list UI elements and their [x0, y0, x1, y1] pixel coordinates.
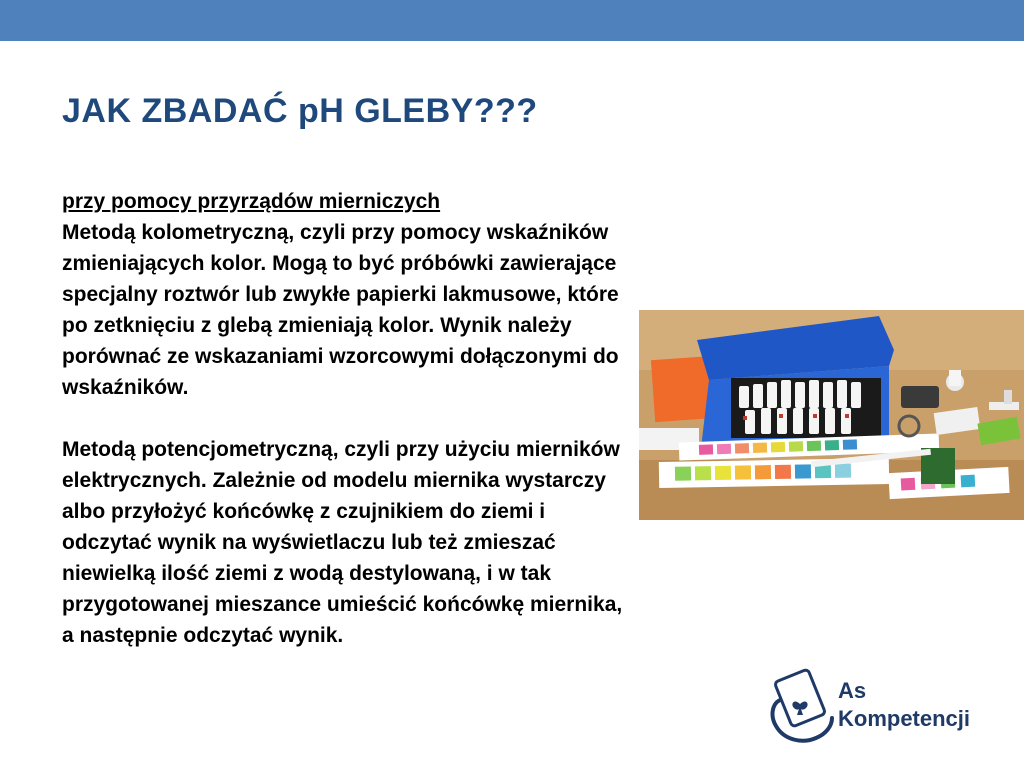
paragraph-colorimetric: Metodą kolometryczną, czyli przy pomocy wskaźników zmieniających kolor. Mogą to być próbówki zawierające specjalny roztwór lub zwykłe papierki lakmusowe, które po zetknięciu z glebą zmieniają kolor. Wynik należy porównać ze wskazaniami wzorcowymi dołączonymi do wskaźników. — [62, 221, 619, 399]
card-spade-icon — [768, 668, 834, 744]
paragraph-potentiometric: Metodą potencjometryczną, czyli przy użyciu mierników elektrycznych. Zależnie od modelu miernika wystarczy albo przyłożyć końcówkę z czujnikiem do ziemi i odczytać wynik na wyświetlaczu lub też zmieszać niewielką ilość ziemi z wodą destylowaną, i w tak przygotowanej mieszance umieścić końcówkę miernika, a następnie odczytać wynik. — [62, 438, 623, 647]
subheading: przy pomocy przyrządów mierniczych — [62, 190, 441, 213]
as-kompetencji-logo — [768, 668, 998, 748]
soil-ph-test-kit-photo — [639, 310, 1024, 520]
top-accent-bar — [0, 0, 1024, 41]
logo-text-line1: As — [838, 678, 867, 703]
slide-body — [62, 186, 637, 651]
logo-text-line2: Kompetencji — [838, 706, 971, 731]
slide-title: JAK ZBADAĆ pH GLEBY??? — [62, 92, 538, 130]
